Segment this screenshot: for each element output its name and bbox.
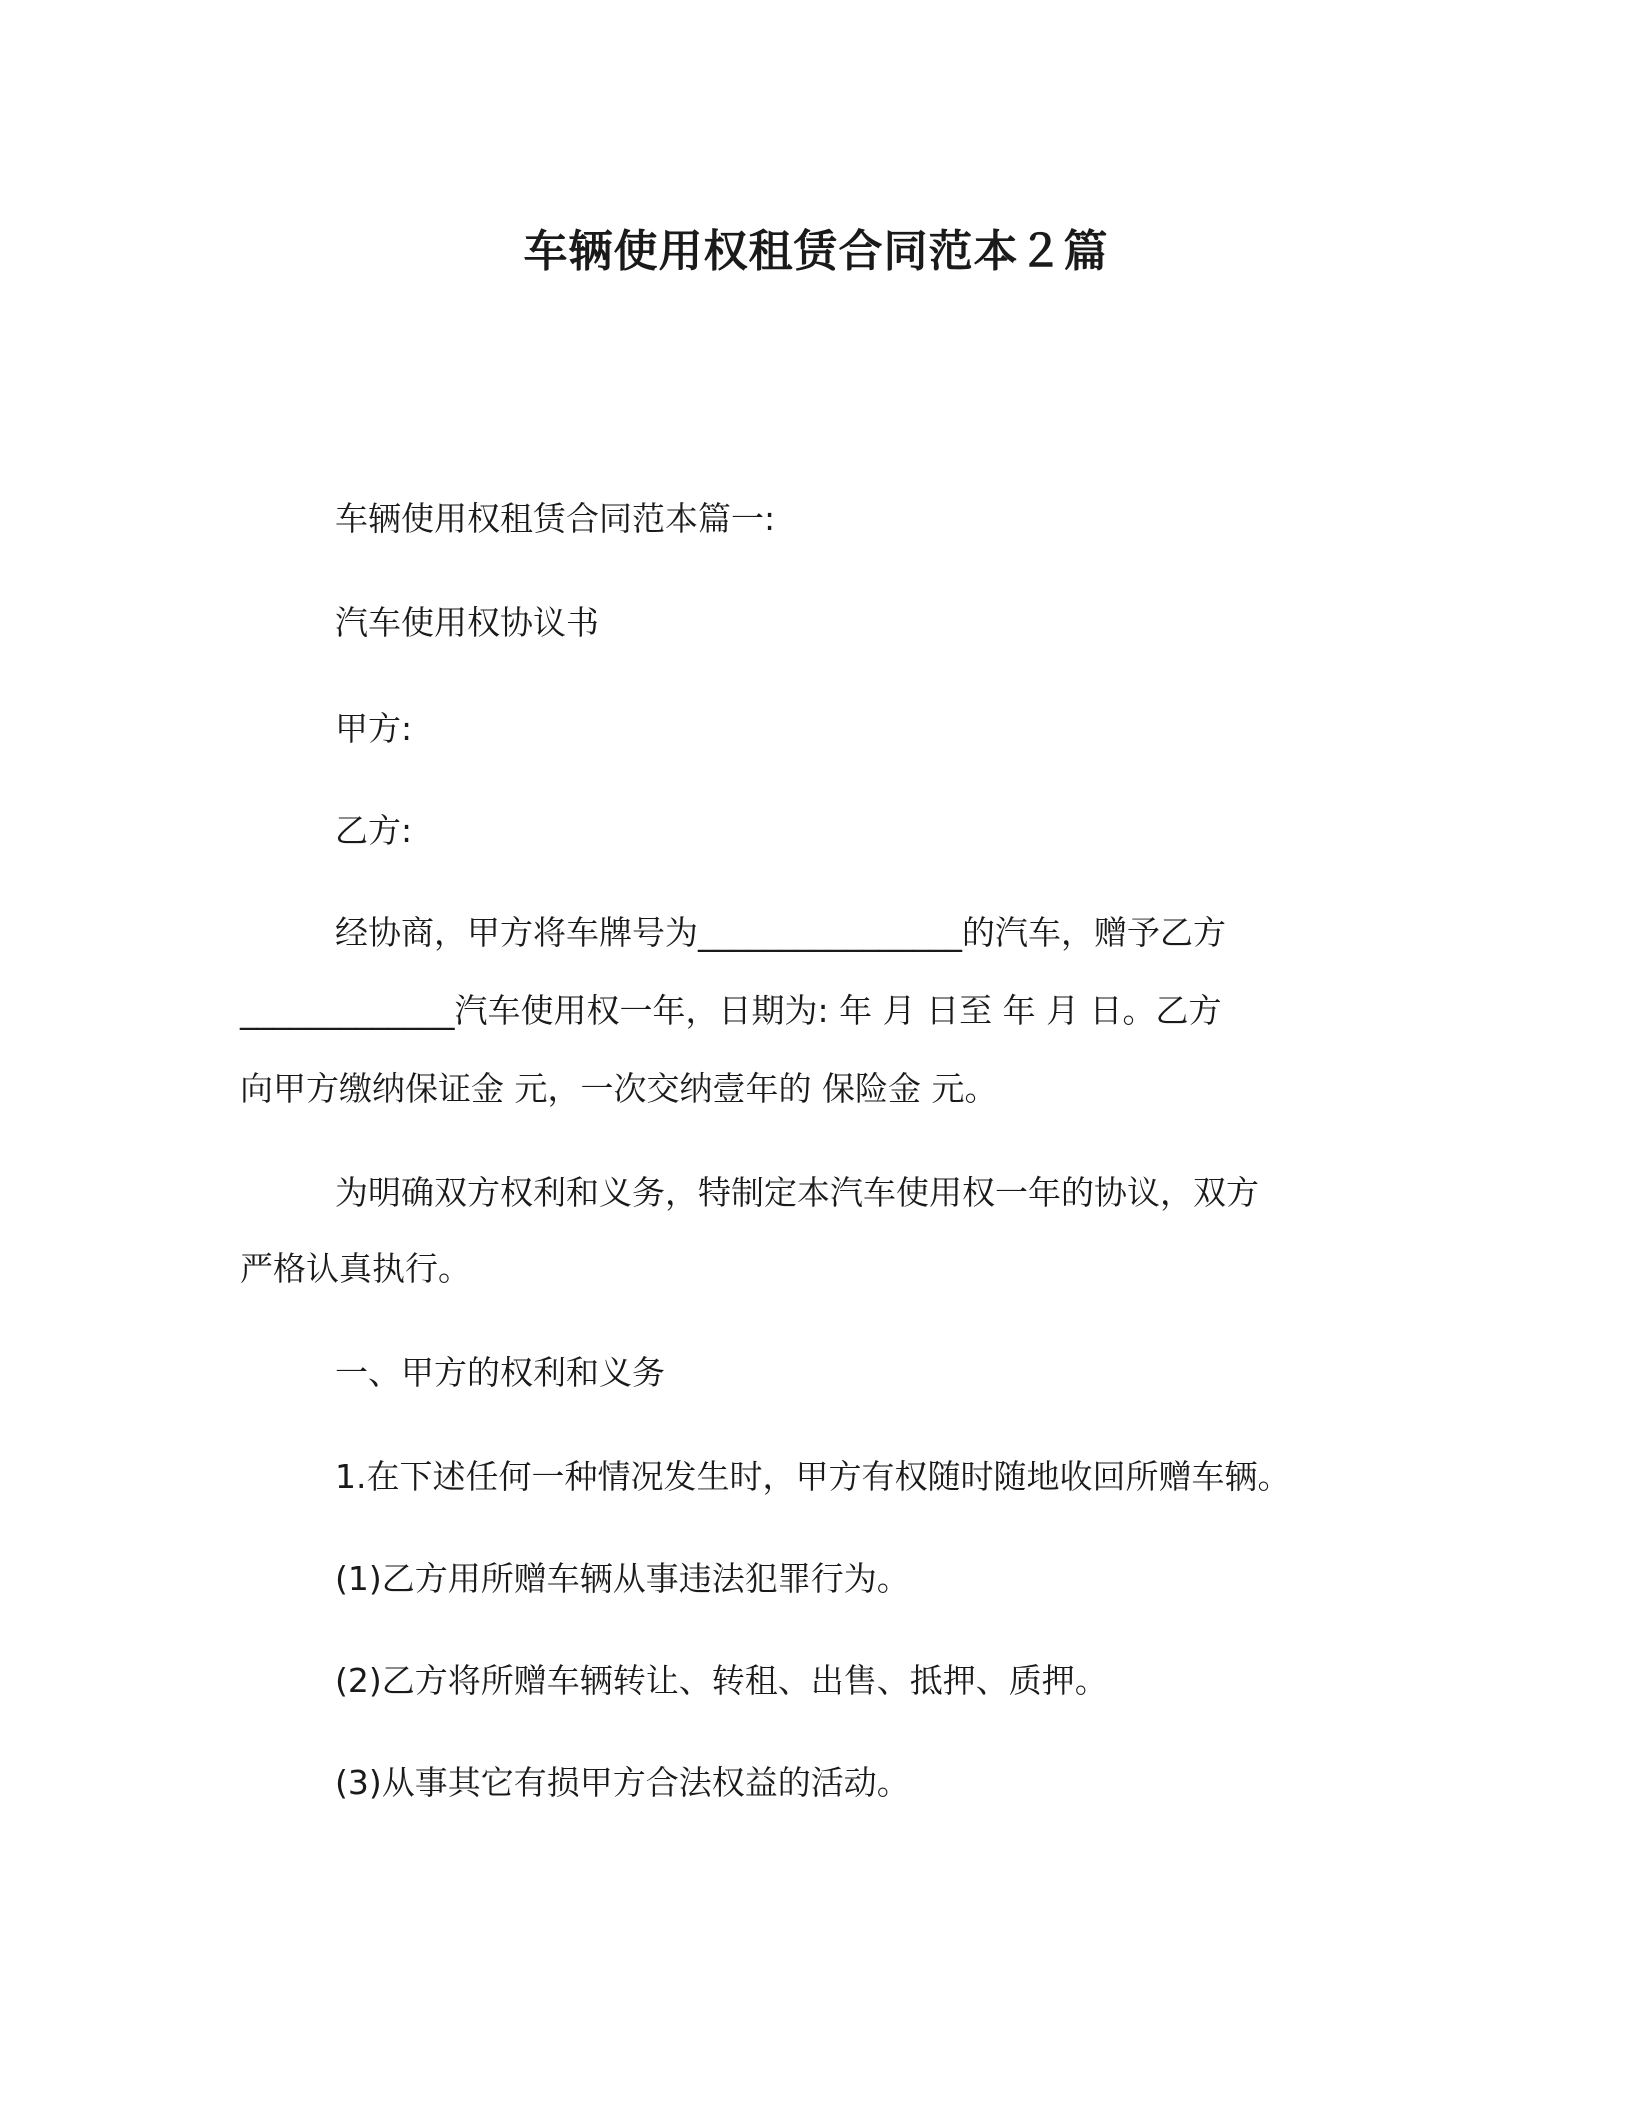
clause-item: (1)乙方用所赠车辆从事违法犯罪行为。 <box>335 1559 910 1598</box>
agreement-name: 汽车使用权协议书 <box>335 603 599 642</box>
paragraph-line: 为明确双方权利和义务，特制定本汽车使用权一年的协议，双方 <box>335 1173 1259 1212</box>
section-heading-part-one: 车辆使用权租赁合同范本篇一: <box>335 499 776 538</box>
paragraph-line: 向甲方缴纳保证金 元，一次交纳壹年的 保险金 元。 <box>240 1069 998 1108</box>
paragraph-line: _____________汽车使用权一年，日期为: 年 月 日至 年 月 日。乙方 <box>240 991 1222 1030</box>
party-a-label: 甲方: <box>335 709 413 748</box>
paragraph-line: 严格认真执行。 <box>240 1249 471 1288</box>
document-title: 车辆使用权租赁合同范本２篇 <box>523 226 1109 277</box>
paragraph-line: 经协商，甲方将车牌号为________________的汽车，赠予乙方 <box>335 913 1226 952</box>
clause-item: (3)从事其它有损甲方合法权益的活动。 <box>335 1763 910 1802</box>
clause-item: (2)乙方将所赠车辆转让、转租、出售、抵押、质押。 <box>335 1661 1108 1700</box>
party-b-label: 乙方: <box>335 811 413 850</box>
clause-item: 1.在下述任何一种情况发生时，甲方有权随时随地收回所赠车辆。 <box>335 1457 1291 1496</box>
section-heading: 一、甲方的权利和义务 <box>335 1353 665 1392</box>
